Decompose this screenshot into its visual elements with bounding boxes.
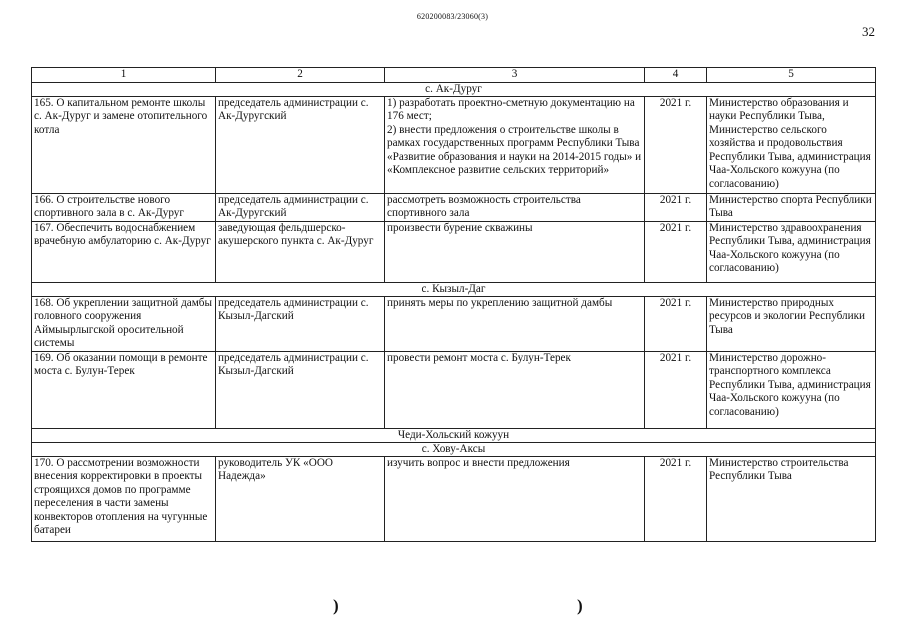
column-header: 2 [216,68,385,83]
section-title: с. Ак-Дуруг [32,83,876,97]
ministry-cell: Министерство дорожно-транспортного комплекса Республики Тыва, администрация Чаа-Хольского кожууна (по согласованию) [707,351,876,428]
measures-table [31,67,876,542]
deadline-cell: 2021 г. [645,194,707,222]
section-subtitle: с. Хову-Аксы [32,442,876,456]
responsible-cell: председатель администрации с. Кызыл-Дагский [216,296,385,351]
section-title: с. Кызыл-Даг [32,282,876,296]
action-cell: произвести бурение скважины [385,221,645,282]
ministry-cell: Министерство здравоохранения Республики Тыва, администрация Чаа-Хольского кожууна (по согласованию) [707,221,876,282]
page-number: 32 [862,24,875,39]
table-row [32,221,876,282]
table-row [32,456,876,541]
ministry-cell: Министерство образования и науки Республики Тыва, Министерство сельского хозяйства и продовольствия Республики Тыва, администрация Чаа-Хольского кожууна (по согласованию) [707,97,876,194]
column-header: 5 [707,68,876,83]
section-row [32,282,876,296]
section-row [32,442,876,456]
responsible-cell: председатель администрации с. Ак-Дуругский [216,97,385,194]
issue-cell: 170. О рассмотрении возможности внесения корректировки в проекты строящихся домов по программе переселения в части замены конвекторов отопления на чугунные батареи [32,456,216,541]
section-row [32,428,876,442]
scan-mark: ) [333,596,339,615]
deadline-cell: 2021 г. [645,221,707,282]
document-number: 620200083/23060(3) [416,12,489,21]
issue-cell: 165. О капитальном ремонте школы с. Ак-Дуруг и замене отопительного котла [32,97,216,194]
responsible-cell: заведующая фельдшерско-акушерского пункта с. Ак-Дуруг [216,221,385,282]
action-cell: провести ремонт моста с. Булун-Терек [385,351,645,428]
column-header: 4 [645,68,707,83]
action-cell: 1) разработать проектно-сметную документацию на 176 мест; 2) внести предложения о строительстве школы в рамках государственных программ Республики Тыва «Развитие образования и науки на 2014-2015 годы» и «Комплексное развитие сельских территорий» [385,97,645,194]
responsible-cell: председатель администрации с. Кызыл-Дагский [216,351,385,428]
ministry-cell: Министерство природных ресурсов и экологии Республики Тыва [707,296,876,351]
section-row [32,83,876,97]
deadline-cell: 2021 г. [645,351,707,428]
ministry-cell: Министерство строительства Республики Тыва [707,456,876,541]
ministry-cell: Министерство спорта Республики Тыва [707,194,876,222]
column-header: 1 [32,68,216,83]
deadline-cell: 2021 г. [645,97,707,194]
action-cell: принять меры по укреплению защитной дамбы [385,296,645,351]
issue-cell: 168. Об укреплении защитной дамбы головного сооружения Аймыырлыгской оросительной системы [32,296,216,351]
issue-cell: 167. Обеспечить водоснабжением врачебную амбулаторию с. Ак-Дуруг [32,221,216,282]
table-row [32,194,876,222]
table-header-row [32,68,876,83]
scan-mark: ) [577,596,583,615]
responsible-cell: председатель администрации с. Ак-Дуругский [216,194,385,222]
column-header: 3 [385,68,645,83]
section-title: Чеди-Хольский кожуун [32,428,876,442]
action-cell: рассмотреть возможность строительства спортивного зала [385,194,645,222]
issue-cell: 169. Об оказании помощи в ремонте моста с. Булун-Терек [32,351,216,428]
table-row [32,351,876,428]
action-cell: изучить вопрос и внести предложения [385,456,645,541]
table-row [32,296,876,351]
issue-cell: 166. О строительстве нового спортивного зала в с. Ак-Дуруг [32,194,216,222]
deadline-cell: 2021 г. [645,456,707,541]
deadline-cell: 2021 г. [645,296,707,351]
table-row [32,97,876,194]
responsible-cell: руководитель УК «ООО Надежда» [216,456,385,541]
